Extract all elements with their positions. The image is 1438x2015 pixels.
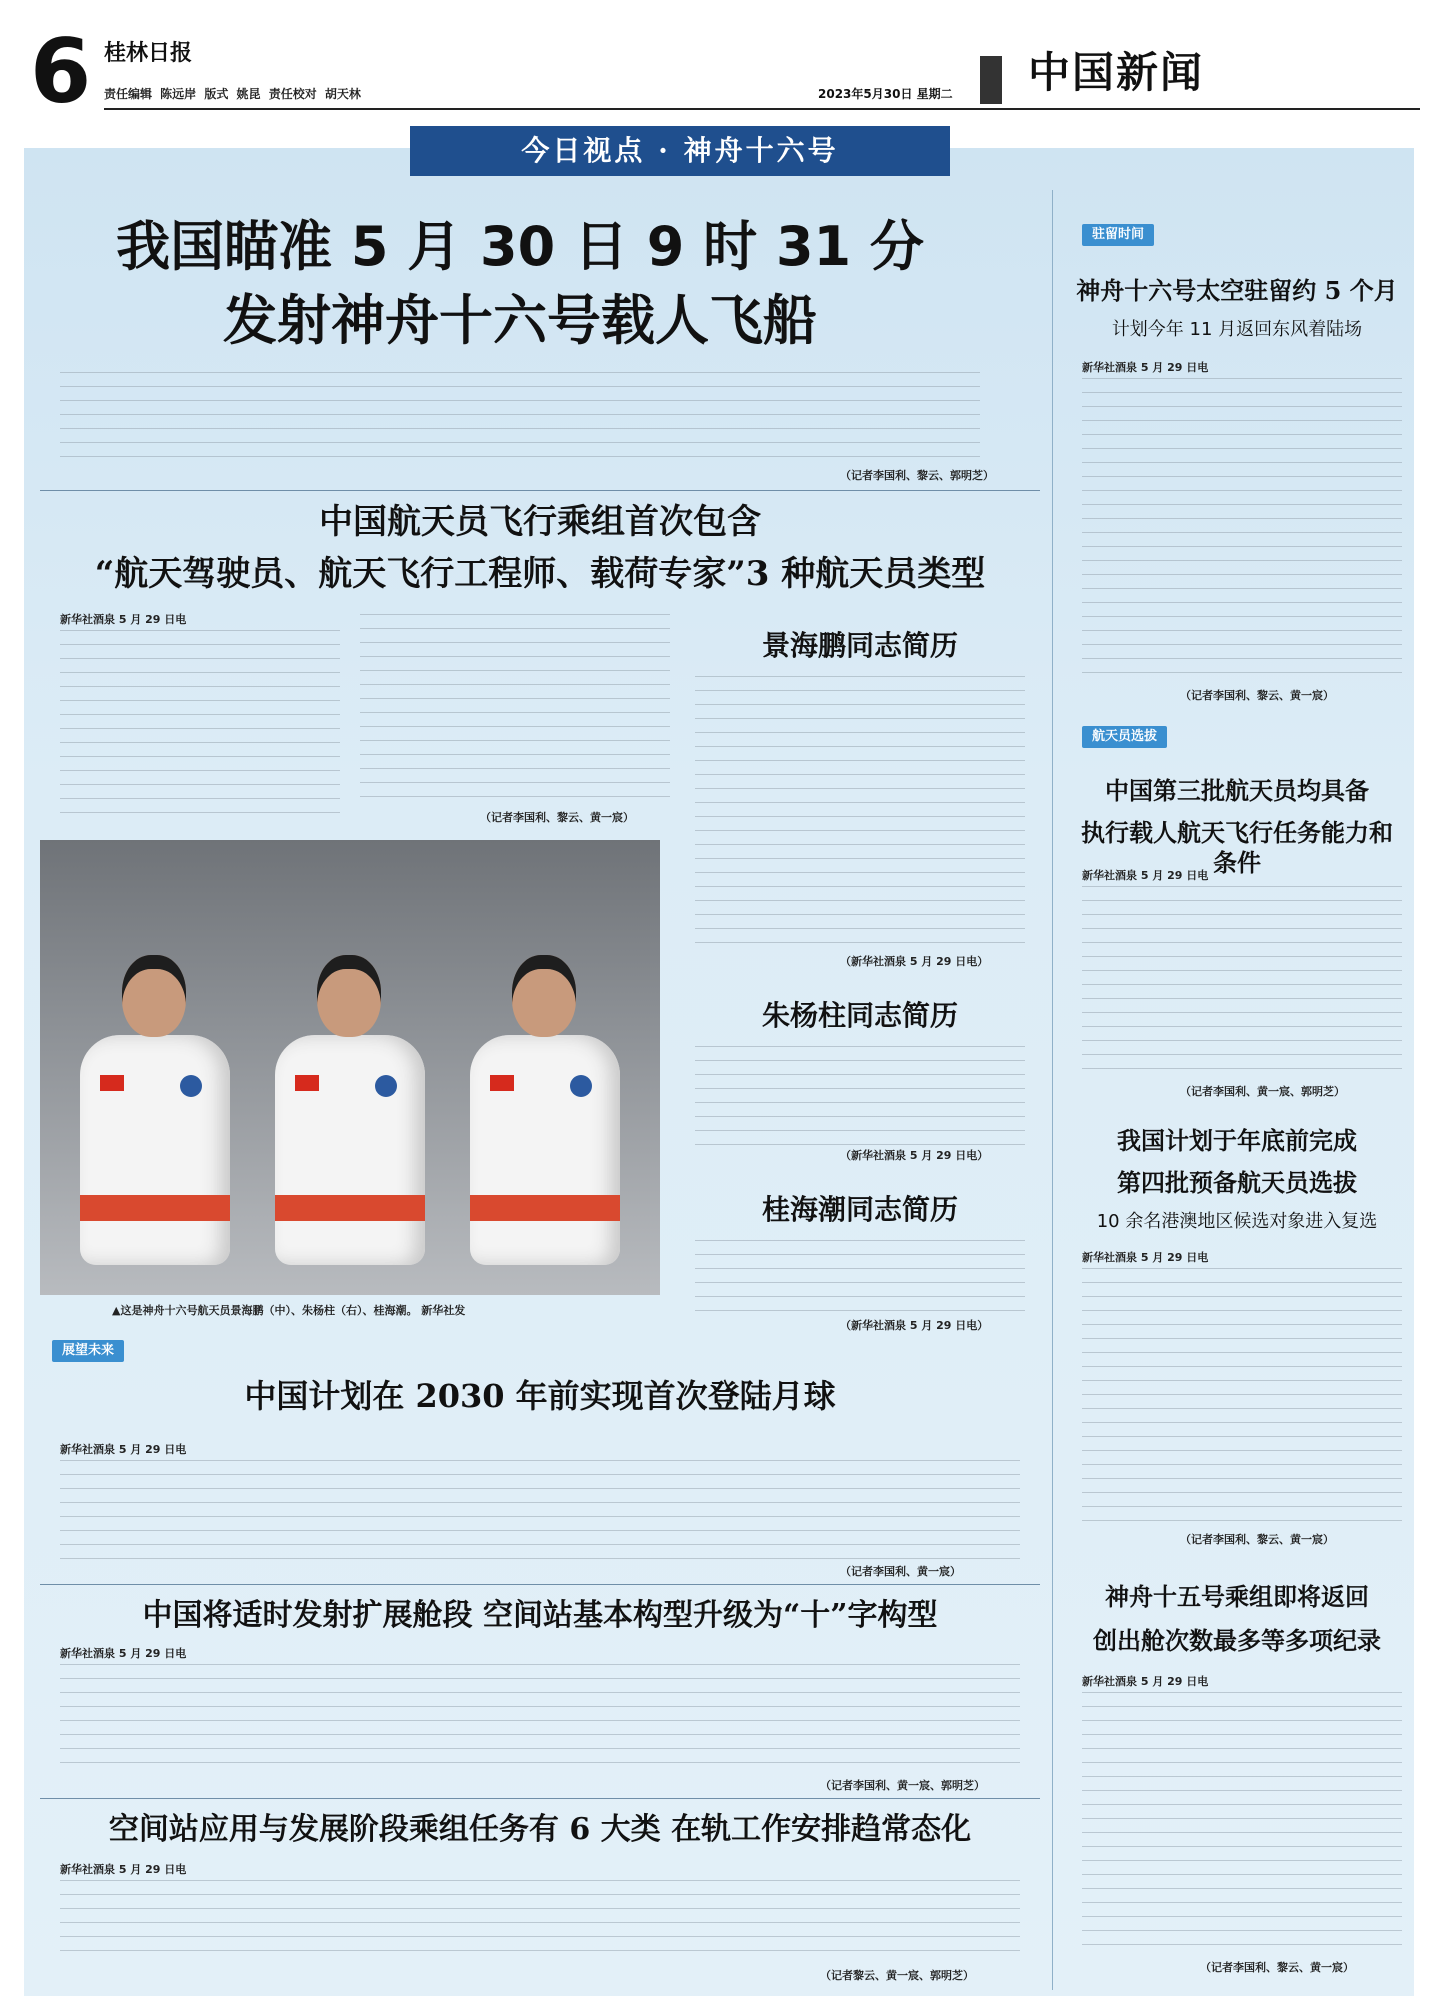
crew-body-col1 [60,630,340,820]
residence-credit: （记者李国利、黎云、黄一宸） [1180,689,1334,702]
header-rule [104,108,1420,110]
bio-body-guihaichao [695,1240,1025,1316]
selection-tag: 航天员选拔 [1082,726,1167,748]
selection-body-text [1082,886,1402,1082]
divider [40,1584,1040,1585]
section-marker [980,56,1002,104]
reserve-headline-line2: 第四批预备航天员选拔 [1117,1168,1357,1197]
newspaper-name: 桂林日报 [104,40,193,66]
bio-title-zhuyangzhu: 朱杨柱同志简历 [761,999,958,1032]
edition-date: 2023年5月30日 星期二 [818,87,953,101]
return-body-text [1082,1692,1402,1956]
section-title: 中国新闻 [1028,48,1205,97]
reserve-subheadline: 10 余名港澳地区候选对象进入复选 [1096,1211,1378,1232]
tasks-body-text [60,1880,1020,1964]
reserve-dateline: 新华社酒泉 5 月 29 日电 [1082,1251,1209,1264]
divider [40,490,1040,491]
selection-credit: （记者李国利、黄一宸、郭明芝） [1180,1085,1345,1098]
station-dateline: 新华社酒泉 5 月 29 日电 [60,1647,187,1660]
photo-caption: ▲这是神舟十六号航天员景海鹏（中）、朱杨柱（右）、桂海潮。 新华社发 [112,1304,466,1317]
return-credit: （记者李国利、黎云、黄一宸） [1200,1961,1354,1974]
divider [40,1798,1040,1799]
tasks-headline: 空间站应用与发展阶段乘组任务有 6 大类 在轨工作安排趋常态化 [108,1812,972,1847]
moon-dateline: 新华社酒泉 5 月 29 日电 [60,1443,187,1456]
return-headline-line2: 创出舱次数最多等多项纪录 [1093,1626,1381,1655]
selection-dateline: 新华社酒泉 5 月 29 日电 [1082,869,1209,882]
lead-body-text [60,372,980,464]
residence-tag: 驻留时间 [1082,224,1154,246]
moon-credit: （记者李国利、黄一宸） [840,1565,961,1578]
feature-banner: 今日视点 · 神舟十六号 [410,126,950,176]
station-headline: 中国将适时发射扩展舱段 空间站基本构型升级为“十”字构型 [142,1598,938,1633]
lead-credit: （记者李国利、黎云、郭明芝） [840,469,994,482]
bio-title-jinghaipeng: 景海鹏同志简历 [761,629,958,662]
crew-dateline: 新华社酒泉 5 月 29 日电 [60,613,187,626]
bio-dateline-zhuyangzhu: （新华社酒泉 5 月 29 日电） [840,1149,989,1162]
return-dateline: 新华社酒泉 5 月 29 日电 [1082,1675,1209,1688]
station-body-text [60,1664,1020,1774]
page-number: 6 [30,20,92,123]
residence-subheadline: 计划今年 11 月返回东风着陆场 [1111,319,1363,340]
crew-headline-line1: 中国航天员飞行乘组首次包含 [319,502,761,542]
lead-headline [60,210,980,358]
bio-body-jinghaipeng [695,676,1025,952]
selection-headline-line2: 执行载人航天飞行任务能力和条件 [1081,818,1393,877]
moon-headline: 中国计划在 2030 年前实现首次登陆月球 [244,1377,836,1415]
residence-body-text [1082,378,1402,686]
reserve-body-text [1082,1268,1402,1530]
reserve-headline-line1: 我国计划于年底前完成 [1117,1126,1357,1155]
tasks-dateline: 新华社酒泉 5 月 29 日电 [60,1863,187,1876]
tasks-credit: （记者黎云、黄一宸、郭明芝） [820,1969,974,1982]
crew-body-col2 [360,614,670,804]
reserve-credit: （记者李国利、黎云、黄一宸） [1180,1533,1334,1546]
moon-body-text [60,1460,1020,1560]
residence-dateline: 新华社酒泉 5 月 29 日电 [1082,361,1209,374]
astronaut-figure-left [60,925,250,1275]
bio-dateline-jinghaipeng: （新华社酒泉 5 月 29 日电） [840,955,989,968]
bio-body-zhuyangzhu [695,1046,1025,1146]
lead-headline-line1: 我国瞄准 5 月 30 日 9 时 31 分 [116,215,924,278]
crew-headline-line2: “航天驾驶员、航天飞行工程师、载荷专家”3 种航天员类型 [94,554,986,594]
lead-headline-line2: 发射神舟十六号载人飞船 [223,289,817,352]
column-divider [1052,190,1053,1990]
residence-headline: 神舟十六号太空驻留约 5 个月 [1076,276,1398,305]
crew-photo [40,840,660,1295]
moon-tag: 展望未来 [52,1340,124,1362]
editor-credits: 责任编辑 陈远岸 版式 姚昆 责任校对 胡天林 [104,87,361,101]
selection-headline-line1: 中国第三批航天员均具备 [1105,776,1369,805]
crew-credit: （记者李国利、黎云、黄一宸） [480,811,634,824]
astronaut-figure-right [450,925,640,1275]
astronaut-figure-center [255,925,445,1275]
bio-dateline-guihaichao: （新华社酒泉 5 月 29 日电） [840,1319,989,1332]
return-headline-line1: 神舟十五号乘组即将返回 [1105,1582,1369,1611]
bio-title-guihaichao: 桂海潮同志简历 [761,1193,958,1226]
station-credit: （记者李国利、黄一宸、郭明芝） [820,1779,985,1792]
